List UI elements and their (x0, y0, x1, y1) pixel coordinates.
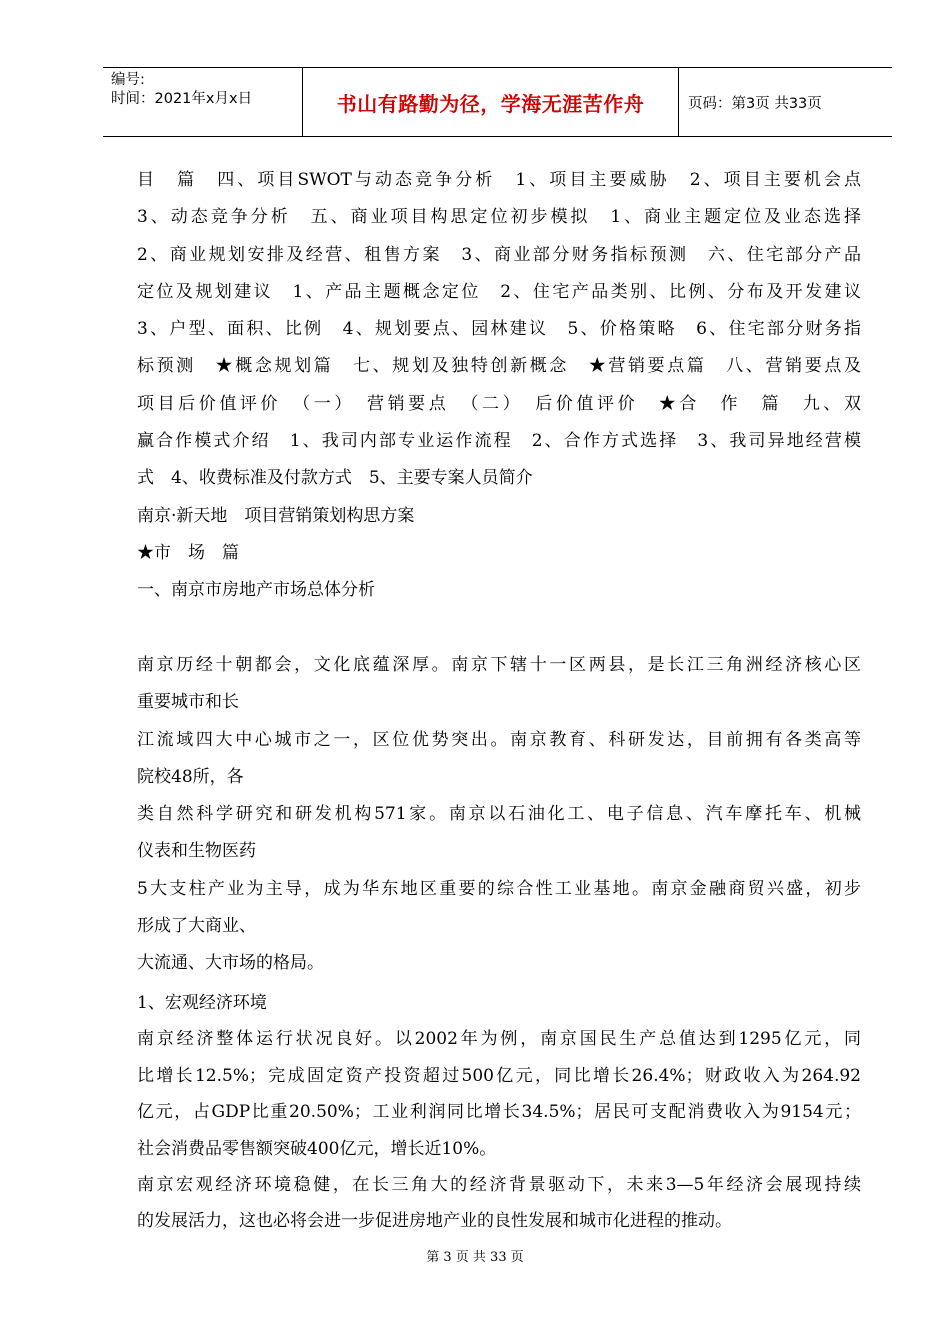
paragraph-line: 院校48所，各 (137, 766, 244, 787)
header-page-info: 页码：第3页 共33页 (688, 95, 822, 112)
paragraph-line: 江流域四大中心城市之一，区位优势突出。南京教育、科研发达，目前拥有各类高等 (137, 729, 861, 750)
toc-line: 3、动态竞争分析 五、商业项目构思定位初步模拟 1、商业主题定位及业态选择 (137, 207, 861, 228)
paragraph-line: 5大支柱产业为主导，成为华东地区重要的综合性工业基地。南京金融商贸兴盛，初步 (137, 878, 861, 899)
page-header (103, 67, 892, 137)
toc-block (137, 162, 861, 610)
paragraph-line: 大流通、大市场的格局。 (137, 953, 324, 974)
paragraph-line: 重要城市和长 (137, 692, 239, 713)
economy-line: 社会消费品零售额突破400亿元，增长近10%。 (137, 1138, 497, 1159)
paragraph-line: 南京历经十朝都会，文化底蕴深厚。南京下辖十一区两县，是长江三角洲经济核心区 (137, 655, 861, 675)
economy-line: 南京经济整体运行状况良好。以2002年为例，南京国民生产总值达到1295亿元，同 (137, 1029, 861, 1050)
number-label: 编号: (111, 72, 145, 88)
toc-line: 3、户型、面积、比例 4、规划要点、园林建议 5、价格策略 6、住宅部分财务指 (137, 319, 861, 340)
time-label: 时间：2021年x月x日 (111, 91, 253, 107)
toc-line: 2、商业规划安排及经营、租售方案 3、商业部分财务指标预测 六、住宅部分产品 (137, 244, 861, 265)
economy-section (137, 985, 861, 1240)
toc-line: 项目后价值评价 （一） 营销要点 （二） 后价值评价 ★合 作 篇 九、双 (137, 393, 861, 414)
header-motto: 书山有路勤为径，学海无涯苦作舟 (303, 68, 679, 136)
doc-title: 南京·新天地 项目营销策划构思方案 (137, 505, 415, 526)
toc-line: 式 4、收费标准及付款方式 5、主要专案人员简介 (137, 468, 533, 489)
page-footer: 第 3 页 共 33 页 (426, 1250, 524, 1265)
subsection-heading: 1、宏观经济环境 (137, 993, 267, 1013)
paragraph-line: 形成了大商业、 (137, 916, 256, 937)
paragraph-line: 仪表和生物医药 (137, 841, 256, 862)
section-heading-market: ★市 场 篇 (137, 542, 239, 563)
section-heading-1: 一、南京市房地产市场总体分析 (137, 580, 375, 601)
economy-line: 亿元，占GDP比重20.50%；工业利润同比增长34.5%；居民可支配消费收入为9154元； (137, 1102, 861, 1123)
paragraph-line: 类自然科学研究和研发机构571家。南京以石油化工、电子信息、汽车摩托车、机械 (137, 804, 861, 825)
intro-paragraph (137, 647, 861, 983)
economy-line: 比增长12.5%；完成固定资产投资超过500亿元，同比增长26.4%；财政收入为264.92 (137, 1065, 861, 1086)
header-meta (103, 68, 303, 136)
toc-line: 赢合作模式介绍 1、我司内部专业运作流程 2、合作方式选择 3、我司异地经营模 (137, 431, 861, 452)
toc-line: 标预测 ★概念规划篇 七、规划及独特创新概念 ★营销要点篇 八、营销要点及 (137, 356, 861, 377)
economy-line: 的发展活力，这也必将会进一步促进房地产业的良性发展和城市化进程的推动。 (137, 1211, 732, 1232)
economy-line: 南京宏观经济环境稳健，在长三角大的经济背景驱动下，未来3—5年经济会展现持续 (137, 1174, 861, 1195)
toc-line: 定位及规划建议 1、产品主题概念定位 2、住宅产品类别、比例、分布及开发建议 (137, 281, 861, 302)
toc-line: 目 篇 四、项目SWOT与动态竞争分析 1、项目主要威胁 2、项目主要机会点 (137, 170, 861, 190)
